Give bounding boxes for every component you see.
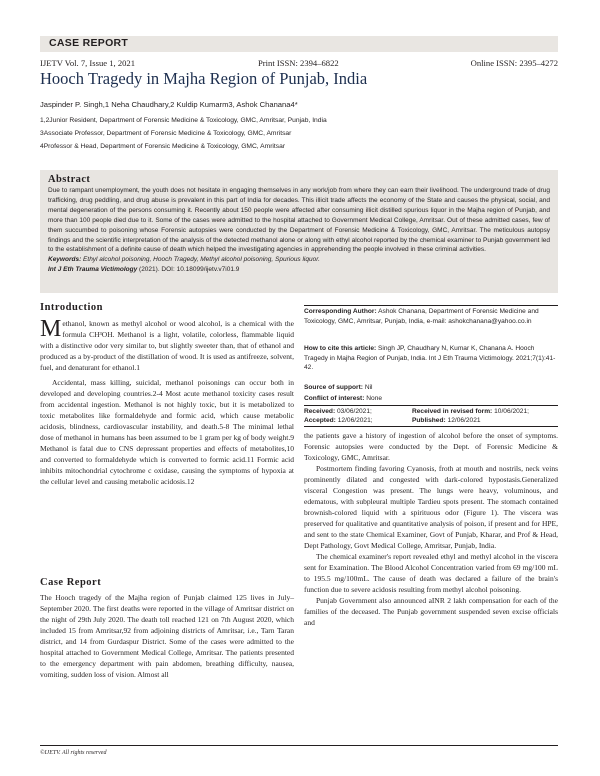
affiliation-2: 3Associate Professor, Department of Forensic Medicine & Toxicology, GMC, Amritsar (40, 130, 292, 137)
received-label: Received: (304, 408, 336, 415)
right-paragraph-0: the patients gave a history of ingestion of alcohol before the onset of symptoms. Forensic autopsies were conducted by the Dept. of Forensic Medicine & Toxicology, GMC, Amritsar. (304, 431, 558, 462)
cite-text: Singh JP, Chaudhary N, Kumar K, Chanana A. Hooch Tragedy in Majha Region of Punjab, India. Int J Eth Trauma Victimology. 2021;7(1):41-42. (304, 345, 556, 372)
support-label: Source of support: (304, 384, 363, 391)
right-paragraph-3: Punjab Government also announced aINR 2 lakh compensation for each of the families of the deceased. The Punjab government suspended seven excise officials and (304, 596, 558, 627)
right-paragraph-1: Postmortem finding favoring Cyanosis, froth at mouth and nostrils, neck veins prominently dilated and congested with dark-colored hypostasis.Generalized visceral Congestion was present. The lungs were heavy, voluminous, and edematous, with subpleural multiple Tardieu spots present. The stomach contained brownish-colored liquid with a spirituous odor (Figure 1). The viscera was preserved for qualitative and quantitative analysis of poison, if present and for HPE, and sent to the state Chemical Examiner, Govt of Punjab, Kharar, and Prof & Head, Dept Pathology, Govt Medical College, Amritsar, Punjab, India. (304, 464, 558, 550)
published-value: 12/06/2021 (447, 417, 481, 424)
keywords-label: Keywords: (48, 256, 82, 264)
dropcap: M (40, 316, 62, 342)
section-label-bar (40, 36, 558, 52)
dates-row-1 (304, 405, 558, 416)
published-label: Published: (412, 417, 446, 424)
dates-row-2 (304, 416, 558, 427)
abstract-heading: Abstract (48, 174, 91, 185)
introduction-heading: Introduction (40, 302, 103, 313)
citation (48, 265, 550, 275)
accepted-label: Accepted: (304, 417, 336, 424)
source-of-support (304, 383, 558, 394)
journal-reference: IJETV Vol. 7, Issue 1, 2021 (40, 58, 136, 68)
affiliation-1: 1,2Junior Resident, Department of Forensic Medicine & Toxicology, GMC, Amritsar, Punjab, India (40, 117, 327, 124)
corresponding-author (304, 307, 558, 344)
online-issn: Online ISSN: 2395–4272 (470, 58, 558, 68)
print-issn: Print ISSN: 2394–6822 (258, 58, 339, 68)
case-report-body: The Hooch tragedy of the Majha region of Punjab claimed 125 lives in July–September 2020. The first deaths were reported in the village of Amritsar district on the night of 29th July 2020. The death toll reached 121 on 7th August 2020, which included 15 from Amritsar,92 from adjoining districts of Amritsar, i.e., Tarn Taran district, and 14 from Gurdaspur District. Some of the cases were admitted to the hospital attached to Government Medical College, Amritsar. The patients presented to the emergency department with pain abdomen, breathing difficulty, nausea, vomiting, sudden loss of vision. Almost all (40, 593, 294, 679)
abstract-text: Due to rampant unemployment, the youth does not hesitate in engaging themselves in any work/job from where they can earn their livelihood. The underground trade of drug trafficking, drug peddling, and drug abuse is prevalent in this part of India for decades. This illicit trade affects the economy of the State and causes the physical, social, and mental degeneration of the persons consuming it. Recently about 150 people were affected after consuming illicit distilled spurious liquor in the Majha region of Punjab, and more than 100 people died due to it. Some of the cases were admitted to the hospital attached to Government Medical College, Amritsar. Out of these admitted cases, few of them succumbed to poisoning whose Forensic autopsies were conducted by the Department of Forensic Medicine & Toxicology, GMC, Amritsar. The meticulous autopsy findings and the scientific interpretation of the analysis of the detected methanol alone or along with ethyl alcohol reported by the chemical examiner to Punjab government led to the establishment of a definite cause of death which helped the investigating agencies in apprehending the people involved in these criminal activities. (48, 187, 550, 254)
received-value: 03/06/2021; (337, 408, 372, 415)
intro-paragraph-2: Accidental, mass killing, suicidal, methanol poisonings can occur both in developed and developing countries.2-4 Most acute methanol toxicity cases result from accidental ingestion. Methanol is not highly toxic, but it is metabolized to toxic metabolites like formaldehyde and formic acid, which cause metabolic acidosis, blindness, cardiovascular instability, and death.5-8 The minimal lethal dose of methanol in humans has been assumed to be 1 gram per kg of body weight.9 Methanol is fatal due to CNS depressant properties and effects of metabolites,10 and converted to formaldehyde which is converted to formic acid.11 Formic acid inhibits mitochondrial cytochrome c oxidase, causing the symptoms of hypoxia at the cellular level and causing metabolic acidosis.12 (40, 378, 294, 486)
intro-p1-text: ethanol, known as methyl alcohol or wood alcohol, is a chemical with the formula CH³OH. Methanol is a light, volatile, colorless, flammable liquid with a distinctive odor very similar to, but slightly sweeter than, that of ethanol and produced as a by-product of the distillation of wood. It is used as antifreeze, solvent, fuel, and denaturant for ethanol.1 (40, 319, 294, 372)
keywords (48, 255, 550, 265)
article-title: Hooch Tragedy in Majha Region of Punjab, India (40, 69, 368, 88)
how-to-cite (304, 344, 558, 383)
support-value: Nil (364, 384, 373, 391)
footer-copyright: ©IJETV. All rights reserved (40, 750, 107, 756)
info-divider-top (304, 305, 558, 306)
citation-journal: Int J Eth Trauma Victimology (48, 266, 138, 274)
right-column-body (304, 430, 558, 628)
conflict-of-interest (304, 394, 558, 405)
section-label: CASE REPORT (49, 37, 129, 49)
introduction-body (40, 318, 294, 487)
footer-divider (40, 745, 558, 746)
corr-label: Corresponding Author: (304, 308, 377, 315)
abstract-box (40, 170, 558, 293)
citation-doi: (2021). DOI: 10.18099/ijetv.v7i01.9 (139, 266, 240, 274)
affiliation-3: 4Professor & Head, Department of Forensic Medicine & Toxicology, GMC, Amritsar (40, 143, 286, 150)
corr-text: Ashok Chanana, Department of Forensic Medicine and Toxicology, GMC, Amritsar, Punjab, India, e-mail: ashokchanana@yahoo.co.in (304, 308, 539, 325)
cite-label: How to cite this article: (304, 345, 377, 352)
accepted-value: 12/06/2021; (337, 417, 373, 424)
conflict-label: Conflict of interest: (304, 395, 365, 402)
right-paragraph-2: The chemical examiner's report revealed ethyl and methyl alcohol in the viscera sent for Examination. The Blood Alcohol Concentration varied from 69 mg/100 mL to 195.5 mg/100mL. The cause of death was declared a failure of the brain's function due to severe acidosis resulting from methyl alcohol poisoning. (304, 552, 558, 594)
intro-paragraph-1 (40, 318, 294, 373)
author-list: Jaspinder P. Singh,1 Neha Chaudhary,2 Kuldip Kumarm3, Ashok Chanana4* (40, 100, 298, 109)
affiliations (40, 117, 327, 156)
case-report-heading: Case Report (40, 577, 102, 588)
conflict-value: None (366, 395, 383, 402)
revised-value: 10/06/2021; (494, 408, 529, 415)
revised-label: Received in revised form: (412, 408, 493, 415)
article-info-box (304, 307, 558, 427)
published-group (412, 416, 481, 426)
keywords-text: Ethyl alcohol poisoning, Hooch Tragedy, Methyl alcohol poisoning, Spurious liquor. (83, 256, 320, 264)
